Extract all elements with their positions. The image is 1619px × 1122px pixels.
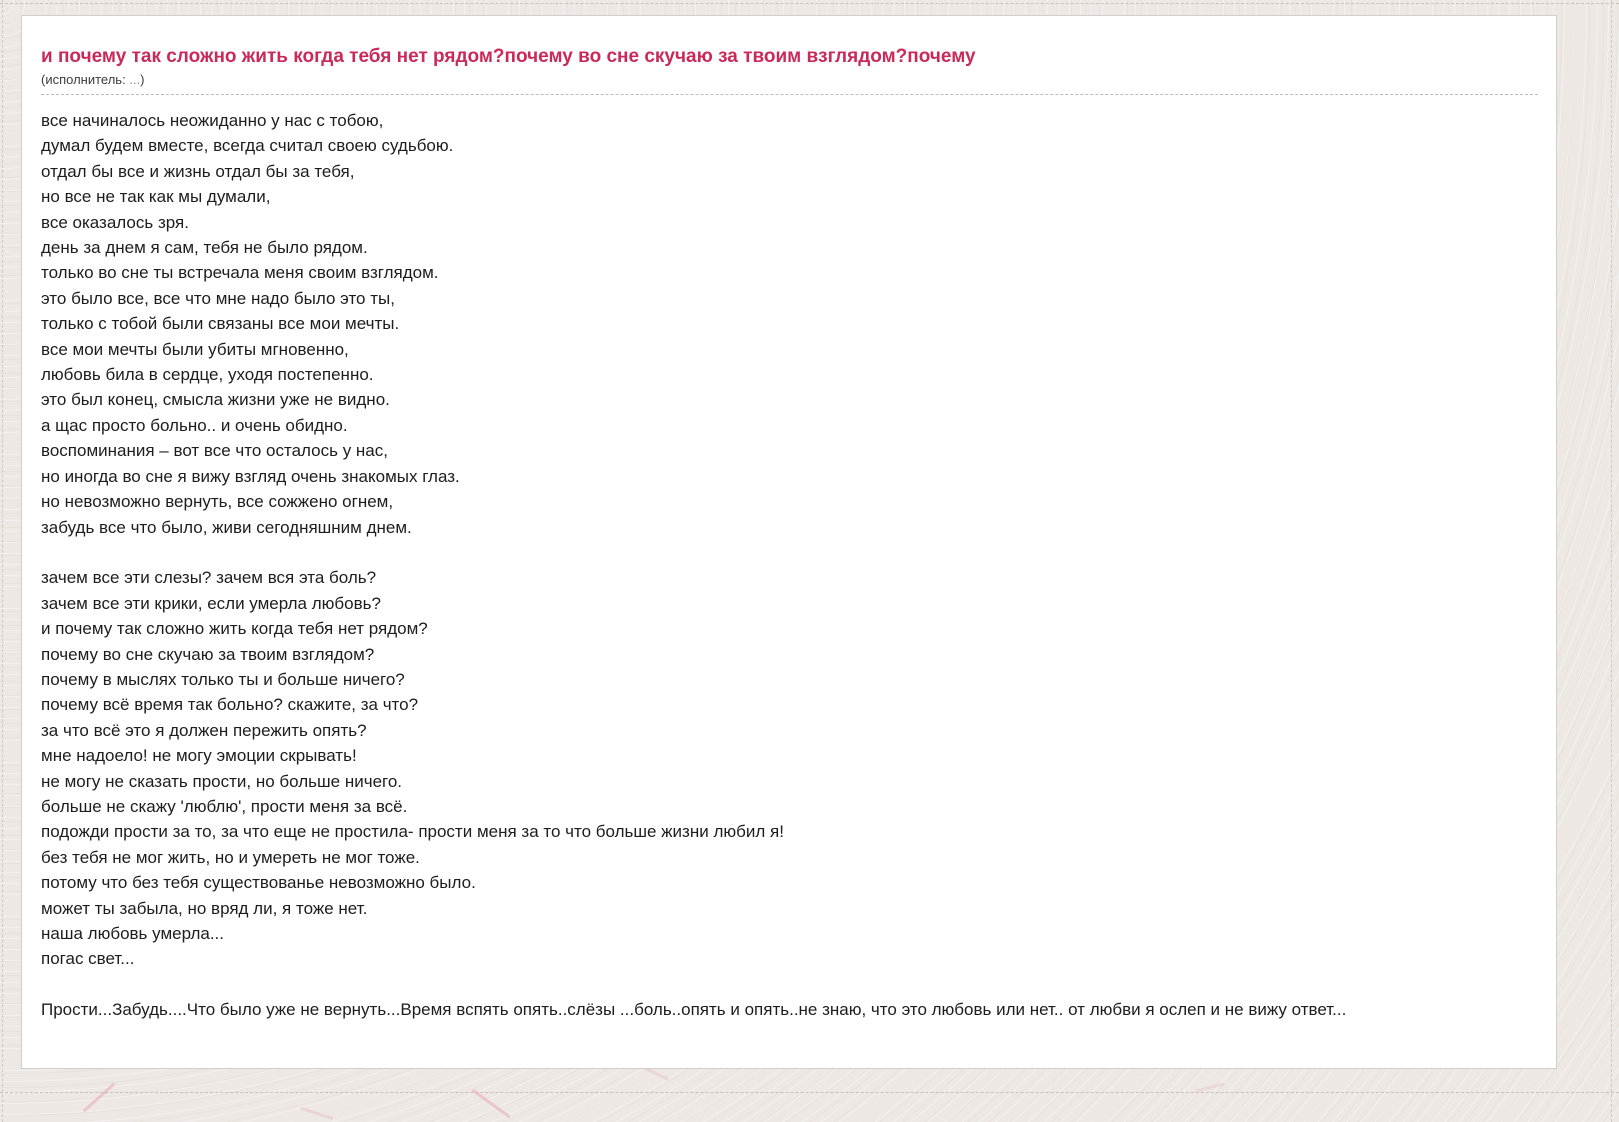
background-stitch-bottom: [0, 1092, 1619, 1093]
lyrics: [41, 108, 1538, 1023]
lyric-line: подожди прости за то, за что еще не простила- прости меня за то что больше жизни любил я!: [41, 822, 784, 842]
lyric-line: и почему так сложно жить когда тебя нет рядом?: [41, 619, 428, 639]
background-stitch-top: [0, 3, 1619, 4]
lyric-line: но невозможно вернуть, все сожжено огнем,: [41, 492, 394, 512]
lyric-line: почему в мыслях только ты и больше ничего?: [41, 669, 405, 689]
lyric-line: но иногда во сне я вижу взгляд очень знакомых глаз.: [41, 466, 460, 486]
lyric-line: почему во сне скучаю за твоим взглядом?: [41, 644, 375, 664]
lyric-line: без тебя не мог жить, но и умереть не мог тоже.: [41, 847, 420, 867]
artist-line: [41, 72, 1538, 95]
lyric-line: это было все, все что мне надо было это ты,: [41, 288, 395, 308]
lyric-line: только во сне ты встречала меня своим взглядом.: [41, 263, 439, 283]
background-stitch-left: [2, 0, 3, 1122]
lyric-line: все начиналось неожиданно у нас с тобою,: [41, 111, 384, 130]
lyric-line: день за днем я сам, тебя не было рядом.: [41, 238, 368, 258]
lyric-line: зачем все эти крики, если умерла любовь?: [41, 593, 381, 613]
artist-label-prefix: (исполнитель:: [41, 72, 130, 87]
lyrics-card: [21, 15, 1557, 1069]
paper-fibre: [300, 1107, 333, 1120]
lyric-line: забудь все что было, живи сегодняшним днем.: [41, 517, 412, 537]
stanza-gap: [41, 540, 1538, 565]
lyric-line: любовь била в сердце, уходя постепенно.: [41, 365, 374, 385]
artist-ellipsis-link[interactable]: ...: [129, 72, 141, 87]
lyric-line: потому что без тебя существованье невозможно было.: [41, 873, 476, 893]
lyric-line: за что всё это я должен пережить опять?: [41, 720, 367, 740]
artist-label-suffix: ): [140, 72, 145, 87]
lyric-line: зачем все эти слезы? зачем вся эта боль?: [41, 568, 377, 588]
stanza-gap: [41, 972, 1538, 997]
lyric-line: почему всё время так больно? скажите, за что?: [41, 695, 419, 715]
lyric-line: думал будем вместе, всегда считал своею судьбою.: [41, 136, 454, 156]
lyric-line: но все не так как мы думали,: [41, 187, 271, 207]
lyric-line: все мои мечты были убиты мгновенно,: [41, 339, 349, 359]
lyric-line: только с тобой были связаны все мои мечты.: [41, 314, 400, 334]
paper-fibre: [82, 1082, 115, 1112]
lyric-line: все оказалось зря.: [41, 212, 189, 232]
page-title: и почему так сложно жить когда тебя нет рядом?почему во сне скучаю за твоим взглядом?почему: [41, 46, 976, 67]
lyric-line: мне надоело! не могу эмоции скрывать!: [41, 746, 357, 766]
paper-fibre: [1195, 1082, 1225, 1092]
lyric-line: больше не скажу 'люблю', прости меня за всё.: [41, 796, 408, 816]
lyric-line: Прости...Забудь....Что было уже не вернуть...Время вспять опять..слёзы ...боль..опять и опять..не знаю, что это любовь или нет.. от любви я ослеп и не вижу ответ...: [41, 1000, 1347, 1020]
lyric-line: воспоминания – вот все что осталось у нас,: [41, 441, 388, 461]
paper-fibre: [472, 1089, 511, 1118]
lyric-line: отдал бы все и жизнь отдал бы за тебя,: [41, 161, 355, 181]
background-stitch-right: [1611, 0, 1612, 1122]
lyric-line: не могу не сказать прости, но больше ничего.: [41, 771, 403, 791]
lyric-line: это был конец, смысла жизни уже не видно.: [41, 390, 390, 410]
lyric-line: наша любовь умерла...: [41, 923, 224, 943]
lyric-line: а щас просто больно.. и очень обидно.: [41, 415, 348, 435]
lyric-line: может ты забыла, но вряд ли, я тоже нет.: [41, 898, 368, 918]
lyric-line: погас свет...: [41, 949, 135, 969]
